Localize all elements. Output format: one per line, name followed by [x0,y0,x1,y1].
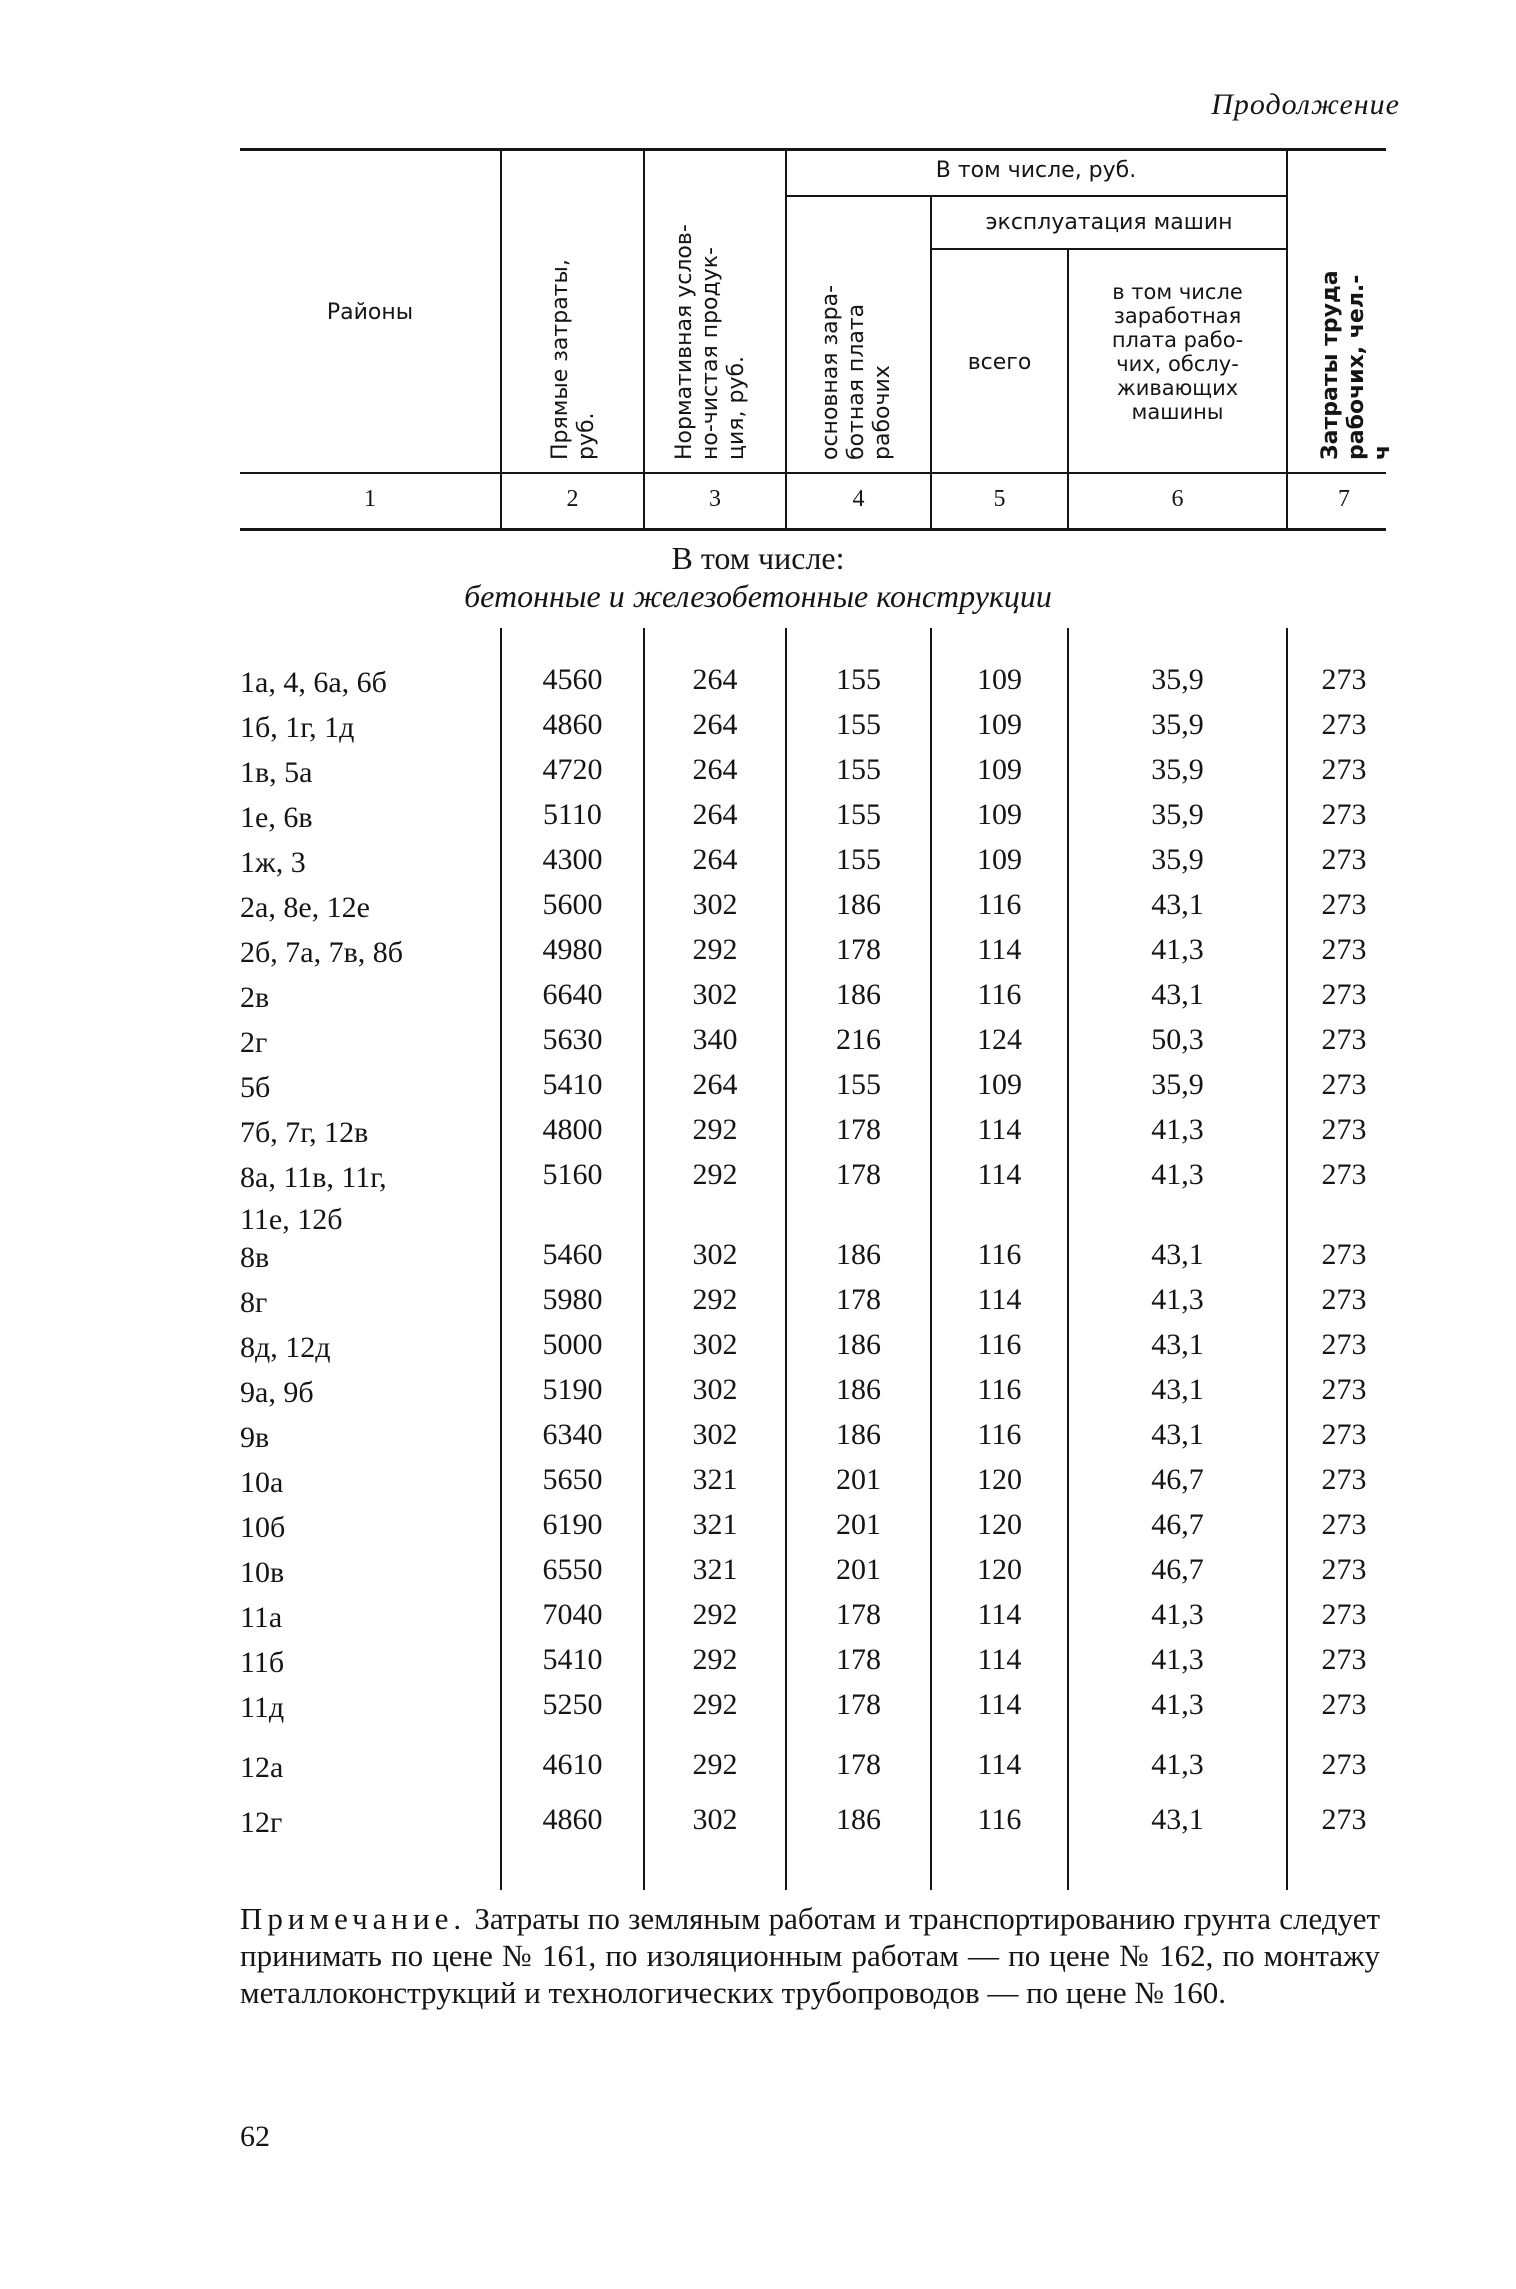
region-cell: 12а [240,1751,284,1784]
value-cell-c7: 273 [1321,1113,1367,1146]
value-cell-c2: 5110 [543,798,602,831]
col-number-7: 7 [1338,486,1350,512]
value-cell-c5: 114 [977,1688,1022,1721]
value-cell-c5: 114 [977,1643,1022,1676]
value-cell-c2: 6190 [542,1508,603,1541]
value-cell-c4: 155 [836,663,881,696]
value-cell-c3: 321 [692,1553,738,1586]
value-cell-c2: 4860 [542,708,603,741]
continuation-label: Продолжение [1211,88,1400,121]
header-labor: Затраты труда рабочих, чел.-ч [1318,270,1395,460]
header-normative-net: Нормативная услов- но-чистая продук- ция, руб. [672,224,749,460]
region-cell: 11д [240,1691,285,1724]
region-cell: 2б, 7а, 7в, 8б [240,936,404,969]
value-cell-c3: 264 [692,798,738,831]
value-cell-c6: 43,1 [1151,1373,1204,1406]
region-cell: 1е, 6в [240,801,313,834]
value-cell-c2: 5650 [542,1463,603,1496]
value-cell-c2: 5630 [542,1023,603,1056]
col-number-5: 5 [993,486,1006,512]
value-cell-c7: 273 [1321,843,1367,876]
value-cell-c6: 35,9 [1151,1068,1204,1101]
value-cell-c2: 6550 [542,1553,603,1586]
value-cell-c3: 264 [692,708,738,741]
value-cell-c5: 116 [977,1328,1022,1361]
value-cell-c7: 273 [1321,1643,1367,1676]
value-cell-c4: 155 [836,708,881,741]
value-cell-c3: 264 [692,843,738,876]
value-cell-c6: 41,3 [1151,933,1204,966]
col-rule-6 [1286,150,1288,530]
value-cell-c2: 7040 [542,1598,603,1631]
value-cell-c6: 43,1 [1151,1238,1204,1271]
value-cell-c6: 41,3 [1151,1113,1204,1146]
value-cell-c6: 41,3 [1151,1283,1204,1316]
value-cell-c6: 41,3 [1151,1598,1204,1631]
header-machine-wage: в том числе заработная плата рабо- чих, обслу- живающих машины [1111,280,1244,424]
value-cell-c5: 114 [977,933,1022,966]
value-cell-c3: 302 [692,888,738,921]
value-cell-c7: 273 [1321,1418,1367,1451]
value-cell-c5: 120 [977,1508,1022,1541]
value-cell-c4: 186 [836,1418,881,1451]
region-cell: 11а [240,1601,283,1634]
col-rule-3 [785,150,787,530]
value-cell-c2: 6340 [542,1418,603,1451]
value-cell-c7: 273 [1321,1803,1367,1836]
value-cell-c3: 302 [692,1238,738,1271]
header-regions: Районы [326,300,414,325]
value-cell-c4: 186 [836,978,881,1011]
value-cell-c7: 273 [1321,1068,1367,1101]
col-number-4: 4 [852,486,865,512]
value-cell-c3: 292 [692,1283,738,1316]
value-cell-c4: 178 [836,1748,881,1781]
value-cell-c2: 4860 [542,1803,603,1836]
value-cell-c5: 109 [977,708,1022,741]
value-cell-c5: 109 [977,798,1022,831]
value-cell-c7: 273 [1321,708,1367,741]
value-cell-c5: 116 [977,978,1022,1011]
value-cell-c4: 155 [836,798,881,831]
value-cell-c3: 264 [692,1068,738,1101]
header-bottom-rule [240,472,1386,474]
value-cell-c6: 35,9 [1151,708,1204,741]
region-cell: 1а, 4, 6а, 6б [240,666,387,699]
value-cell-c2: 4300 [542,843,603,876]
value-cell-c7: 273 [1321,1463,1367,1496]
value-cell-c2: 5980 [542,1283,603,1316]
value-cell-c7: 273 [1321,1373,1367,1406]
col-number-2: 2 [566,486,579,512]
value-cell-c4: 178 [836,1158,881,1191]
value-cell-c5: 114 [977,1113,1022,1146]
table-top-rule [240,148,1386,151]
col-rule-1 [500,150,502,530]
region-cell: 10а [240,1466,284,1499]
value-cell-c6: 46,7 [1151,1508,1204,1541]
value-cell-c5: 120 [977,1553,1022,1586]
value-cell-c6: 41,3 [1151,1158,1204,1191]
col-number-1: 1 [364,486,376,512]
header-direct-costs: Прямые затраты, руб. [548,259,599,460]
value-cell-c3: 264 [692,753,738,786]
value-cell-c5: 109 [977,843,1022,876]
value-cell-c6: 46,7 [1151,1463,1204,1496]
value-cell-c3: 302 [692,1418,738,1451]
value-cell-c4: 216 [836,1023,881,1056]
region-cell: 8д, 12д [240,1331,331,1364]
value-cell-c6: 41,3 [1151,1748,1204,1781]
value-cell-c4: 186 [836,1803,881,1836]
value-cell-c7: 273 [1321,663,1367,696]
column-number-rule [240,528,1386,531]
value-cell-c6: 50,3 [1151,1023,1204,1056]
region-cell: 12г [240,1806,283,1839]
value-cell-c2: 4560 [542,663,603,696]
value-cell-c4: 178 [836,1283,881,1316]
value-cell-c5: 116 [977,888,1022,921]
region-cell: 9а, 9б [240,1376,314,1409]
value-cell-c2: 5460 [542,1238,603,1271]
value-cell-c5: 109 [977,1068,1022,1101]
region-cell: 8а, 11в, 11г, 11е, 12б [240,1161,387,1236]
value-cell-c3: 321 [692,1508,738,1541]
value-cell-c3: 302 [692,1803,738,1836]
value-cell-c3: 292 [692,1598,738,1631]
region-cell: 7б, 7г, 12в [240,1116,369,1149]
value-cell-c7: 273 [1321,933,1367,966]
value-cell-c3: 302 [692,1373,738,1406]
value-cell-c3: 292 [692,1158,738,1191]
region-cell: 11б [240,1646,285,1679]
value-cell-c4: 178 [836,1113,881,1146]
col-number-3: 3 [709,486,721,512]
value-cell-c2: 5190 [542,1373,603,1406]
value-cell-c6: 43,1 [1151,888,1204,921]
value-cell-c6: 35,9 [1151,798,1204,831]
value-cell-c7: 273 [1321,1748,1367,1781]
value-cell-c3: 264 [692,663,738,696]
region-cell: 1ж, 3 [240,846,306,879]
value-cell-c5: 114 [977,1748,1022,1781]
value-cell-c5: 109 [977,753,1022,786]
value-cell-c4: 155 [836,843,881,876]
value-cell-c3: 292 [692,1113,738,1146]
value-cell-c4: 178 [836,1688,881,1721]
value-cell-c2: 5160 [542,1158,603,1191]
value-cell-c7: 273 [1321,753,1367,786]
region-cell: 10б [240,1511,286,1544]
value-cell-c7: 273 [1321,1238,1367,1271]
value-cell-c2: 5600 [542,888,603,921]
value-cell-c2: 5410 [542,1643,603,1676]
value-cell-c4: 201 [836,1508,881,1541]
machines-underline [930,248,1286,250]
footnote-label: Примечание. [240,1901,467,1936]
value-cell-c5: 120 [977,1463,1022,1496]
including-underline [786,195,1286,197]
section-line-1: В том числе: [671,540,845,576]
value-cell-c3: 321 [692,1463,738,1496]
footnote [240,1900,1380,2011]
header-base-wage: основная зара- ботная плата рабочих [818,284,895,460]
value-cell-c5: 116 [977,1238,1022,1271]
value-cell-c6: 43,1 [1151,1328,1204,1361]
region-cell: 2а, 8е, 12е [240,891,370,924]
value-cell-c7: 273 [1321,1508,1367,1541]
value-cell-c3: 340 [692,1023,738,1056]
value-cell-c4: 201 [836,1463,881,1496]
region-cell: 2г [240,1026,268,1059]
value-cell-c6: 46,7 [1151,1553,1204,1586]
section-line-2: бетонные и железобетонные конструкции [464,578,1052,614]
value-cell-c6: 35,9 [1151,663,1204,696]
col-number-6: 6 [1171,486,1184,512]
value-cell-c7: 273 [1321,798,1367,831]
value-cell-c3: 292 [692,1643,738,1676]
region-cell: 1в, 5а [240,756,313,789]
region-cell: 9в [240,1421,270,1454]
region-cell: 1б, 1г, 1д [240,711,355,744]
value-cell-c5: 114 [977,1283,1022,1316]
value-cell-c5: 124 [977,1023,1022,1056]
value-cell-c2: 5000 [542,1328,603,1361]
value-cell-c6: 43,1 [1151,978,1204,1011]
region-cell: 10в [240,1556,285,1589]
region-cell: 5б [240,1071,271,1104]
value-cell-c4: 186 [836,1373,881,1406]
value-cell-c2: 4980 [542,933,603,966]
value-cell-c6: 43,1 [1151,1803,1204,1836]
value-cell-c7: 273 [1321,978,1367,1011]
value-cell-c5: 109 [977,663,1022,696]
value-cell-c6: 41,3 [1151,1688,1204,1721]
value-cell-c5: 116 [977,1373,1022,1406]
value-cell-c3: 292 [692,933,738,966]
header-including: В том числе, руб. [935,158,1137,183]
value-cell-c5: 116 [977,1803,1022,1836]
value-cell-c4: 186 [836,888,881,921]
region-cell: 8в [240,1241,270,1274]
value-cell-c3: 302 [692,1328,738,1361]
value-cell-c3: 292 [692,1748,738,1781]
header-machine-operation: эксплуатация машин [985,210,1233,235]
value-cell-c7: 273 [1321,1598,1367,1631]
page-number: 62 [240,2120,270,2153]
value-cell-c2: 4610 [542,1748,603,1781]
value-cell-c2: 4720 [542,753,603,786]
header-total: всего [967,350,1032,375]
value-cell-c3: 292 [692,1688,738,1721]
value-cell-c4: 186 [836,1238,881,1271]
value-cell-c4: 201 [836,1553,881,1586]
value-cell-c2: 5250 [542,1688,603,1721]
region-cell: 8г [240,1286,268,1319]
value-cell-c5: 116 [977,1418,1022,1451]
value-cell-c6: 35,9 [1151,753,1204,786]
value-cell-c7: 273 [1321,1158,1367,1191]
value-cell-c6: 41,3 [1151,1643,1204,1676]
value-cell-c7: 273 [1321,888,1367,921]
value-cell-c5: 114 [977,1158,1022,1191]
value-cell-c6: 43,1 [1151,1418,1204,1451]
value-cell-c4: 178 [836,933,881,966]
value-cell-c4: 186 [836,1328,881,1361]
value-cell-c7: 273 [1321,1688,1367,1721]
value-cell-c4: 178 [836,1643,881,1676]
value-cell-c5: 114 [977,1598,1022,1631]
value-cell-c2: 4800 [542,1113,603,1146]
value-cell-c2: 6640 [542,978,603,1011]
value-cell-c7: 273 [1321,1553,1367,1586]
value-cell-c7: 273 [1321,1283,1367,1316]
value-cell-c3: 302 [692,978,738,1011]
value-cell-c4: 155 [836,1068,881,1101]
value-cell-c7: 273 [1321,1328,1367,1361]
value-cell-c6: 35,9 [1151,843,1204,876]
value-cell-c4: 178 [836,1598,881,1631]
region-cell: 2в [240,981,270,1014]
value-cell-c7: 273 [1321,1023,1367,1056]
value-cell-c4: 155 [836,753,881,786]
footnote-text: Затраты по земляным работам и транспортированию грунта следует принимать по цене № 161, по изоляционным работам — по цене № 162, по монтажу металлоконструкций и технологических трубопроводов — по цене № 160. [240,1901,1380,2010]
value-cell-c2: 5410 [542,1068,603,1101]
col-rule-2 [643,150,645,530]
